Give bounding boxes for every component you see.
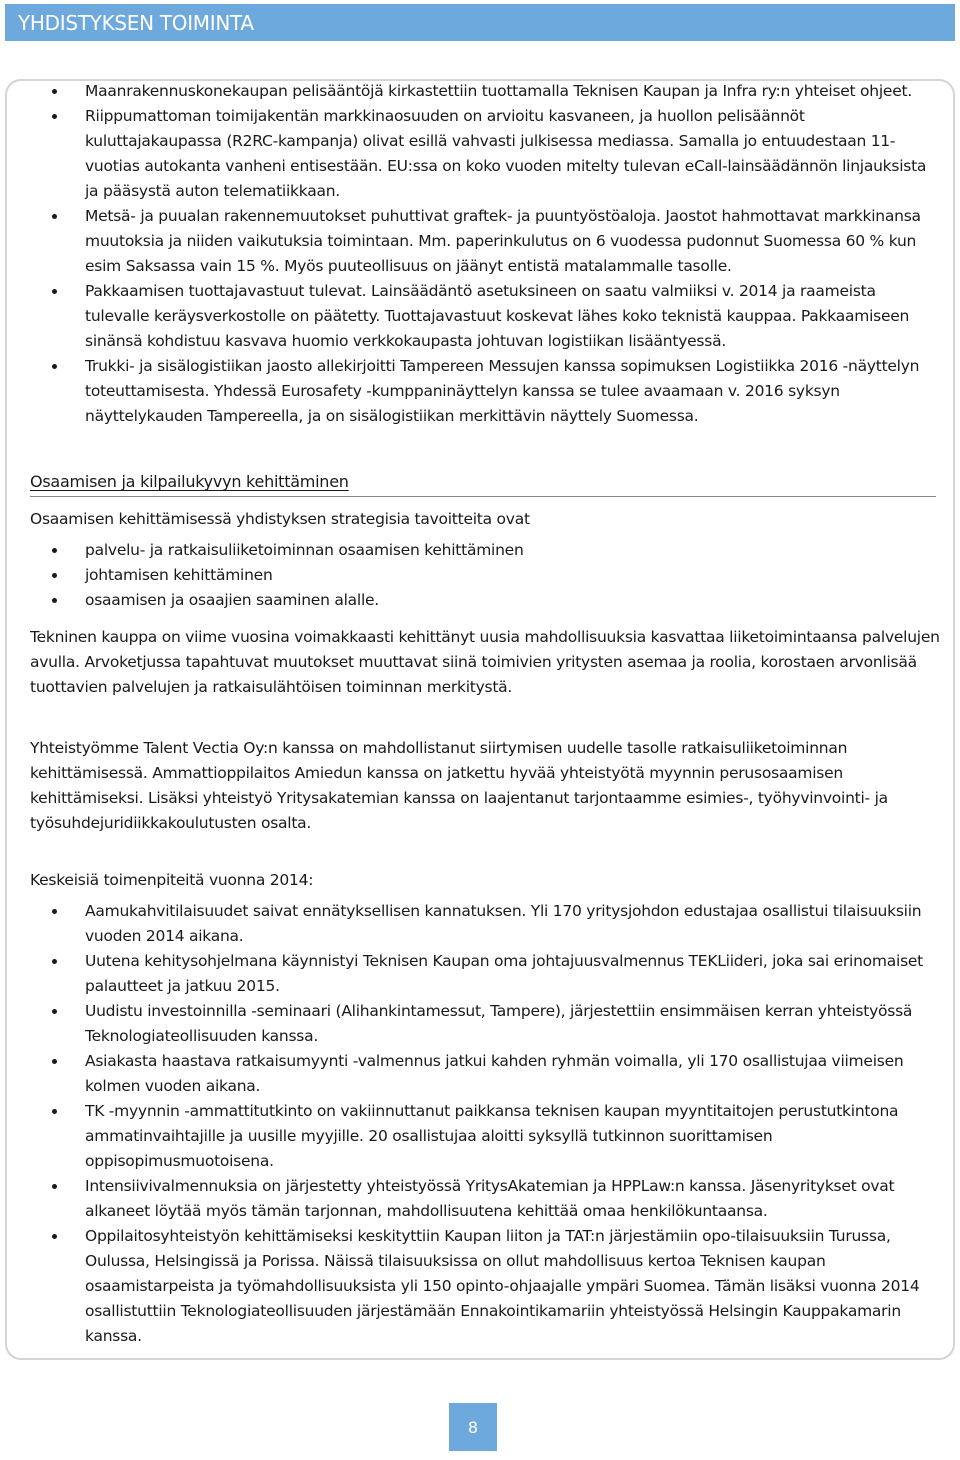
activities-list (30, 79, 942, 429)
list-item: johtamisen kehittäminen (30, 563, 942, 588)
list-item: Pakkaamisen tuottajavastuut tulevat. Lainsäädäntö asetuksineen on saatu valmiiksi v. 2014 ja raameista tulevalle keräysverkostolle on päätetty. Tuottajavastuut koskevat lähes koko teknistä kauppaa. Pakkaamiseen sinänsä kohdistuu kasvava huomio verkkokaupasta johtuvan logistiikan lisääntyessä. (30, 279, 942, 354)
list-item: Maanrakennuskonekaupan pelisääntöjä kirkastettiin tuottamalla Teknisen Kaupan ja Infra ry:n yhteiset ohjeet. (30, 79, 942, 104)
list-item: TK -myynnin -ammattitutkinto on vakiinnuttanut paikkansa teknisen kaupan myyntitaitojen perustutkintona ammatinvaihtajille ja uusille myyjille. 20 osallistujaa aloitti syksyllä tutkinnon suorittamisen oppisopimusmuotoisena. (30, 1099, 942, 1174)
actions-list (30, 899, 942, 1349)
partner-name-amiedu: Amiedun (294, 764, 362, 782)
page-content (30, 79, 942, 1349)
list-item: Intensiivivalmennuksia on järjestetty yhteistyössä YritysAkatemian ja HPPLaw:n kanssa. Jäsenyritykset ovat alkaneet löytää myös tämän tarjonnan, mahdollisuutena kehittää omaa henkilökuntaansa. (30, 1174, 942, 1224)
paragraph-services: Tekninen kauppa on viime vuosina voimakkaasti kehittänyt uusia mahdollisuuksia kasvattaa liiketoimintaansa palvelujen avulla. Arvoketjussa tapahtuvat muutokset muuttavat siinä toimivien yritysten asemaa ja roolia, korostaen arvonlisää tuottavien palvelujen ja ratkaisulähtöisen toiminnan merkitystä. (30, 628, 940, 696)
partner-name-talent-vectia: Talent Vectia Oy:n (143, 739, 278, 757)
section-heading (30, 469, 936, 497)
actions-intro: Keskeisiä toimenpiteitä vuonna 2014: (30, 871, 314, 889)
header-bar (5, 4, 955, 41)
list-item: Uudistu investoinnilla -seminaari (Alihankintamessut, Tampere), järjestettiin ensimmäisen kerran yhteistyössä Teknologiateollisuuden kanssa. (30, 999, 942, 1049)
paragraph-text: kanssa on jatkettu hyvää yhteistyötä myynnin perusosaamisen kehittämiseksi. Lisäksi yhteistyö (30, 764, 843, 807)
list-item: Asiakasta haastava ratkaisumyynti -valmennus jatkui kahden ryhmän voimalla, yli 170 osallistujaa viimeisen kolmen vuoden aikana. (30, 1049, 942, 1099)
paragraph-text: kanssa on mahdollistanut siirtymisen uudelle tasolle ratkaisuliiketoiminnan kehittämisessä. Ammattioppilaitos (30, 739, 848, 782)
section-title: Osaamisen ja kilpailukyvyn kehittäminen (30, 472, 349, 491)
paragraph-partners (30, 736, 942, 836)
list-item: Riippumattoman toimijakentän markkinaosuuden on arvioitu kasvaneen, ja huollon pelisäännöt kuluttajakaupassa (R2RC-kampanja) olivat esillä vahvasti julkisessa mediassa. Samalla jo entuudestaan 11-vuotias autokanta vanheni entisestään. EU:ssa on koko vuoden mitelty tulevan eCall-lainsäädännön linjauksista ja pääsystä auton telematiikkaan. (30, 104, 942, 204)
paragraph-text: kanssa on laajentanut tarjontaamme esimies-, työhyvinvointi- ja työsuhdejuridiikkakoulutusten osalta. (30, 789, 888, 832)
paragraph-text: Yhteistyömme (30, 739, 144, 757)
header-title: YHDISTYKSEN TOIMINTA (18, 11, 254, 35)
list-item: Oppilaitosyhteistyön kehittämiseksi keskityttiin Kaupan liiton ja TAT:n järjestämiin opo-tilaisuuksiin Turussa, Oulussa, Helsingissä ja Porissa. Näissä tilaisuuksissa on ollut mahdollisuus kertoa Teknisen kaupan osaamistarpeista ja työmahdollisuuksista yli 150 opinto-ohjaajalle ympäri Suomea. Tämän lisäksi vuonna 2014 osallistuttiin Teknologiateollisuuden järjestämään Ennakointikamariin yhteistyössä Helsingin Kauppakamarin kanssa. (30, 1224, 942, 1349)
list-item: palvelu- ja ratkaisuliiketoiminnan osaamisen kehittäminen (30, 538, 942, 563)
list-item: Trukki- ja sisälogistiikan jaosto allekirjoitti Tampereen Messujen kanssa sopimuksen Logistiikka 2016 -näyttelyn toteuttamisesta. Yhdessä Eurosafety -kumppaninäyttelyn kanssa se tulee avaamaan v. 2016 syksyn näyttelykauden Tampereella, ja on sisälogistiikan merkittävin näyttely Suomessa. (30, 354, 942, 429)
page-number-label: 8 (467, 1417, 479, 1437)
list-item: Uutena kehitysohjelmana käynnistyi Teknisen Kaupan oma johtajuusvalmennus TEKLiideri, joka sai erinomaiset palautteet ja jatkuu 2015. (30, 949, 942, 999)
page-number (449, 1403, 497, 1451)
goals-intro: Osaamisen kehittämisessä yhdistyksen strategisia tavoitteita ovat (30, 510, 530, 528)
list-item: Metsä- ja puualan rakennemuutokset puhuttivat graftek- ja puuntyöstöaloja. Jaostot hahmottavat markkinansa muutoksia ja niiden vaikutuksia toimintaan. Mm. paperinkulutus on 6 vuodessa pudonnut Suomessa 60 % kun esim Saksassa vain 15 %. Myös puuteollisuus on jäänyt entistä matalammalle tasolle. (30, 204, 942, 279)
list-item: Aamukahvitilaisuudet saivat ennätyksellisen kannatuksen. Yli 170 yritysjohdon edustajaa osallistui tilaisuuksiin vuoden 2014 aikana. (30, 899, 942, 949)
partner-name-yritysakatemia: Yritysakatemian (276, 789, 399, 807)
goals-list (30, 538, 942, 613)
list-item: osaamisen ja osaajien saaminen alalle. (30, 588, 942, 613)
